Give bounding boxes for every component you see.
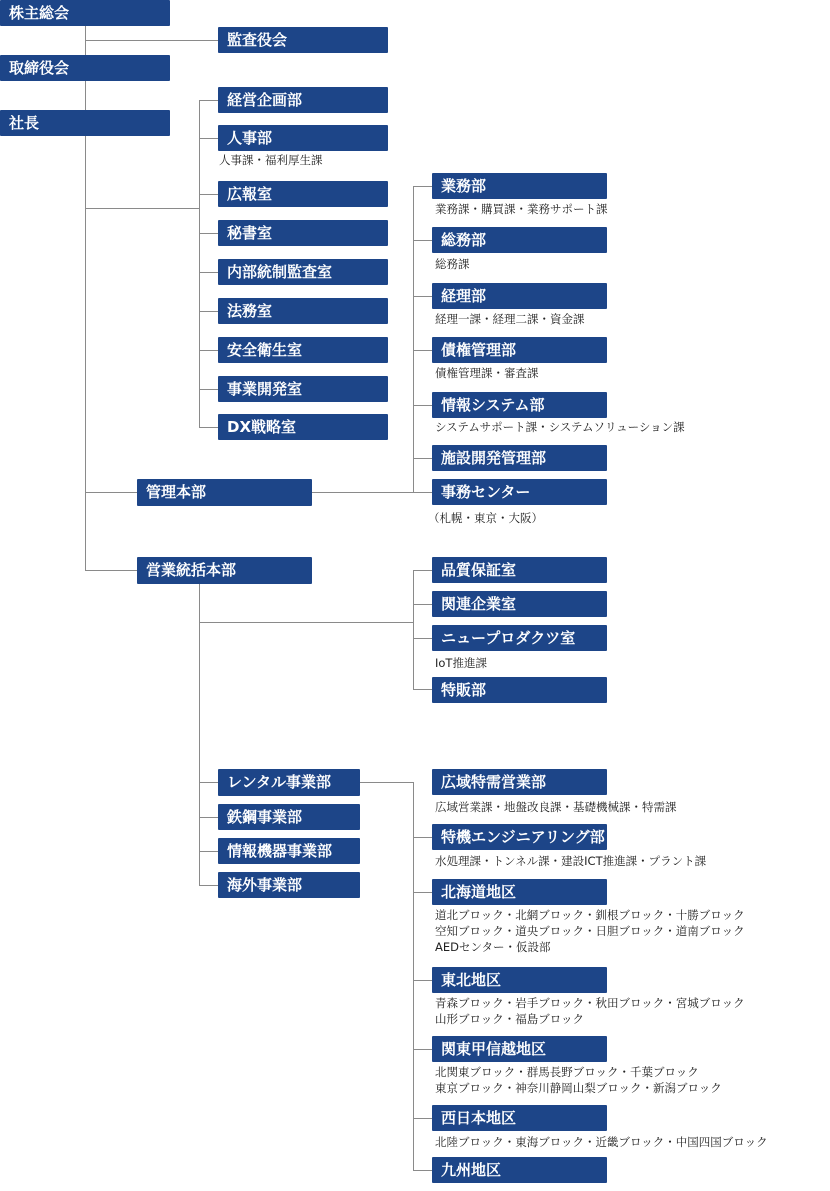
node-tokki-engineering-subtext: 水処理課・トンネル課・建設ICT推進課・プラント課 [435, 854, 707, 868]
connector-line [413, 980, 432, 981]
node-kanto-koshinetsu-subtext: 北関東ブロック・群馬長野ブロック・千葉ブロック 東京ブロック・神奈川静岡山梨ブロック・新潟ブロック [435, 1065, 722, 1095]
node-kaigai-jigyo: 海外事業部 [218, 872, 360, 898]
connector-line [199, 427, 218, 428]
connector-line [413, 186, 414, 492]
node-jimu-center: 事務センター [432, 479, 607, 505]
connector-line [85, 208, 199, 209]
connector-line [199, 851, 218, 852]
connector-line [85, 492, 137, 493]
node-tekko-jigyo: 鉄鋼事業部 [218, 804, 360, 830]
connector-line [413, 240, 432, 241]
node-rental-jigyo: レンタル事業部 [218, 769, 360, 796]
node-nishinihon: 西日本地区 [432, 1105, 607, 1131]
node-kanren-kigyo: 関連企業室 [432, 591, 607, 617]
connector-line [199, 817, 218, 818]
connector-line [413, 350, 432, 351]
node-new-products-subtext: IoT推進課 [435, 656, 487, 670]
node-hokkaido: 北海道地区 [432, 879, 607, 905]
connector-line [413, 1170, 432, 1171]
node-keiri: 経理部 [432, 283, 607, 309]
node-naibu-tosei: 内部統制監査室 [218, 259, 388, 285]
connector-line [413, 782, 414, 1170]
node-tokuhan: 特販部 [432, 677, 607, 703]
node-dx-senryaku: DX戦略室 [218, 414, 388, 440]
connector-line [199, 782, 218, 783]
node-gyomu: 業務部 [432, 173, 607, 199]
connector-line [413, 1118, 432, 1119]
node-koiki-tokuju-subtext: 広域営業課・地盤改良課・基礎機械課・特需課 [435, 800, 677, 814]
connector-line [199, 622, 413, 623]
node-joho-system-subtext: システムサポート課・システムソリューション課 [435, 420, 685, 434]
node-jinji: 人事部 [218, 125, 388, 151]
connector-line [199, 100, 218, 101]
node-saiken-kanri-subtext: 債権管理課・審査課 [435, 366, 539, 380]
node-somu-subtext: 総務課 [435, 257, 470, 271]
connector-line [413, 837, 432, 838]
connector-line [199, 580, 200, 885]
connector-line [199, 138, 218, 139]
node-kyushu: 九州地区 [432, 1157, 607, 1183]
connector-line [413, 570, 432, 571]
connector-line [413, 492, 432, 493]
node-tohoku: 東北地区 [432, 967, 607, 993]
node-tohoku-subtext: 青森ブロック・岩手ブロック・秋田ブロック・宮城ブロック 山形ブロック・福島ブロック [435, 996, 745, 1026]
node-keiei-kikaku: 経営企画部 [218, 87, 388, 113]
node-somu: 総務部 [432, 227, 607, 253]
connector-line [199, 311, 218, 312]
connector-line [199, 885, 218, 886]
node-gyomu-subtext: 業務課・購買課・業務サポート課 [435, 202, 608, 216]
node-saiken-kanri: 債権管理部 [432, 337, 607, 363]
node-hokkaido-subtext: 道北ブロック・北網ブロック・釧根ブロック・十勝ブロック 空知ブロック・道央ブロック・日胆ブロック・道南ブロック AEDセンター・仮設部 [435, 908, 745, 954]
connector-line [199, 389, 218, 390]
node-kanri-honbu: 管理本部 [137, 479, 312, 506]
connector-line [199, 100, 200, 428]
node-joho-system: 情報システム部 [432, 392, 607, 418]
connector-line [199, 233, 218, 234]
connector-line [199, 194, 218, 195]
node-kanto-koshinetsu: 関東甲信越地区 [432, 1036, 607, 1062]
node-keiri-subtext: 経理一課・経理二課・資金課 [435, 312, 585, 326]
node-shacho: 社長 [0, 110, 170, 136]
connector-line [413, 405, 432, 406]
node-torishimariyaku-kai: 取締役会 [0, 55, 170, 81]
connector-line [85, 570, 137, 571]
node-hisho: 秘書室 [218, 220, 388, 246]
connector-line [312, 492, 413, 493]
connector-line [413, 186, 432, 187]
connector-line [199, 350, 218, 351]
node-hinshitsu-hosho: 品質保証室 [432, 557, 607, 583]
node-new-products: ニュープロダクツ室 [432, 625, 607, 651]
node-jimu-center-subtext: （札幌・東京・大阪） [428, 511, 543, 525]
node-joho-kiki-jigyo: 情報機器事業部 [218, 838, 360, 864]
connector-line [413, 1049, 432, 1050]
connector-line [85, 25, 86, 570]
connector-line [199, 272, 218, 273]
connector-line [413, 638, 432, 639]
node-nishinihon-subtext: 北陸ブロック・東海ブロック・近畿ブロック・中国四国ブロック [435, 1135, 768, 1149]
node-kabunushi-sokai: 株主総会 [0, 0, 170, 26]
connector-line [413, 296, 432, 297]
node-jinji-subtext: 人事課・福利厚生課 [219, 153, 323, 167]
connector-line [413, 458, 432, 459]
node-shisetsu-kaihatsu: 施設開発管理部 [432, 445, 607, 471]
node-jigyo-kaihatsu: 事業開発室 [218, 376, 388, 402]
node-kansayaku-kai: 監査役会 [218, 27, 388, 53]
node-anzen-eisei: 安全衛生室 [218, 337, 388, 363]
node-tokki-engineering: 特機エンジニアリング部 [432, 824, 607, 850]
node-homu: 法務室 [218, 298, 388, 324]
connector-line [413, 570, 414, 690]
connector-line [413, 689, 432, 690]
node-koiki-tokuju: 広域特需営業部 [432, 769, 607, 795]
connector-line [85, 40, 218, 41]
node-eigyo-tokatsu-honbu: 営業統括本部 [137, 557, 312, 584]
connector-line [360, 782, 413, 783]
node-koho: 広報室 [218, 181, 388, 207]
connector-line [413, 892, 432, 893]
connector-line [413, 604, 432, 605]
